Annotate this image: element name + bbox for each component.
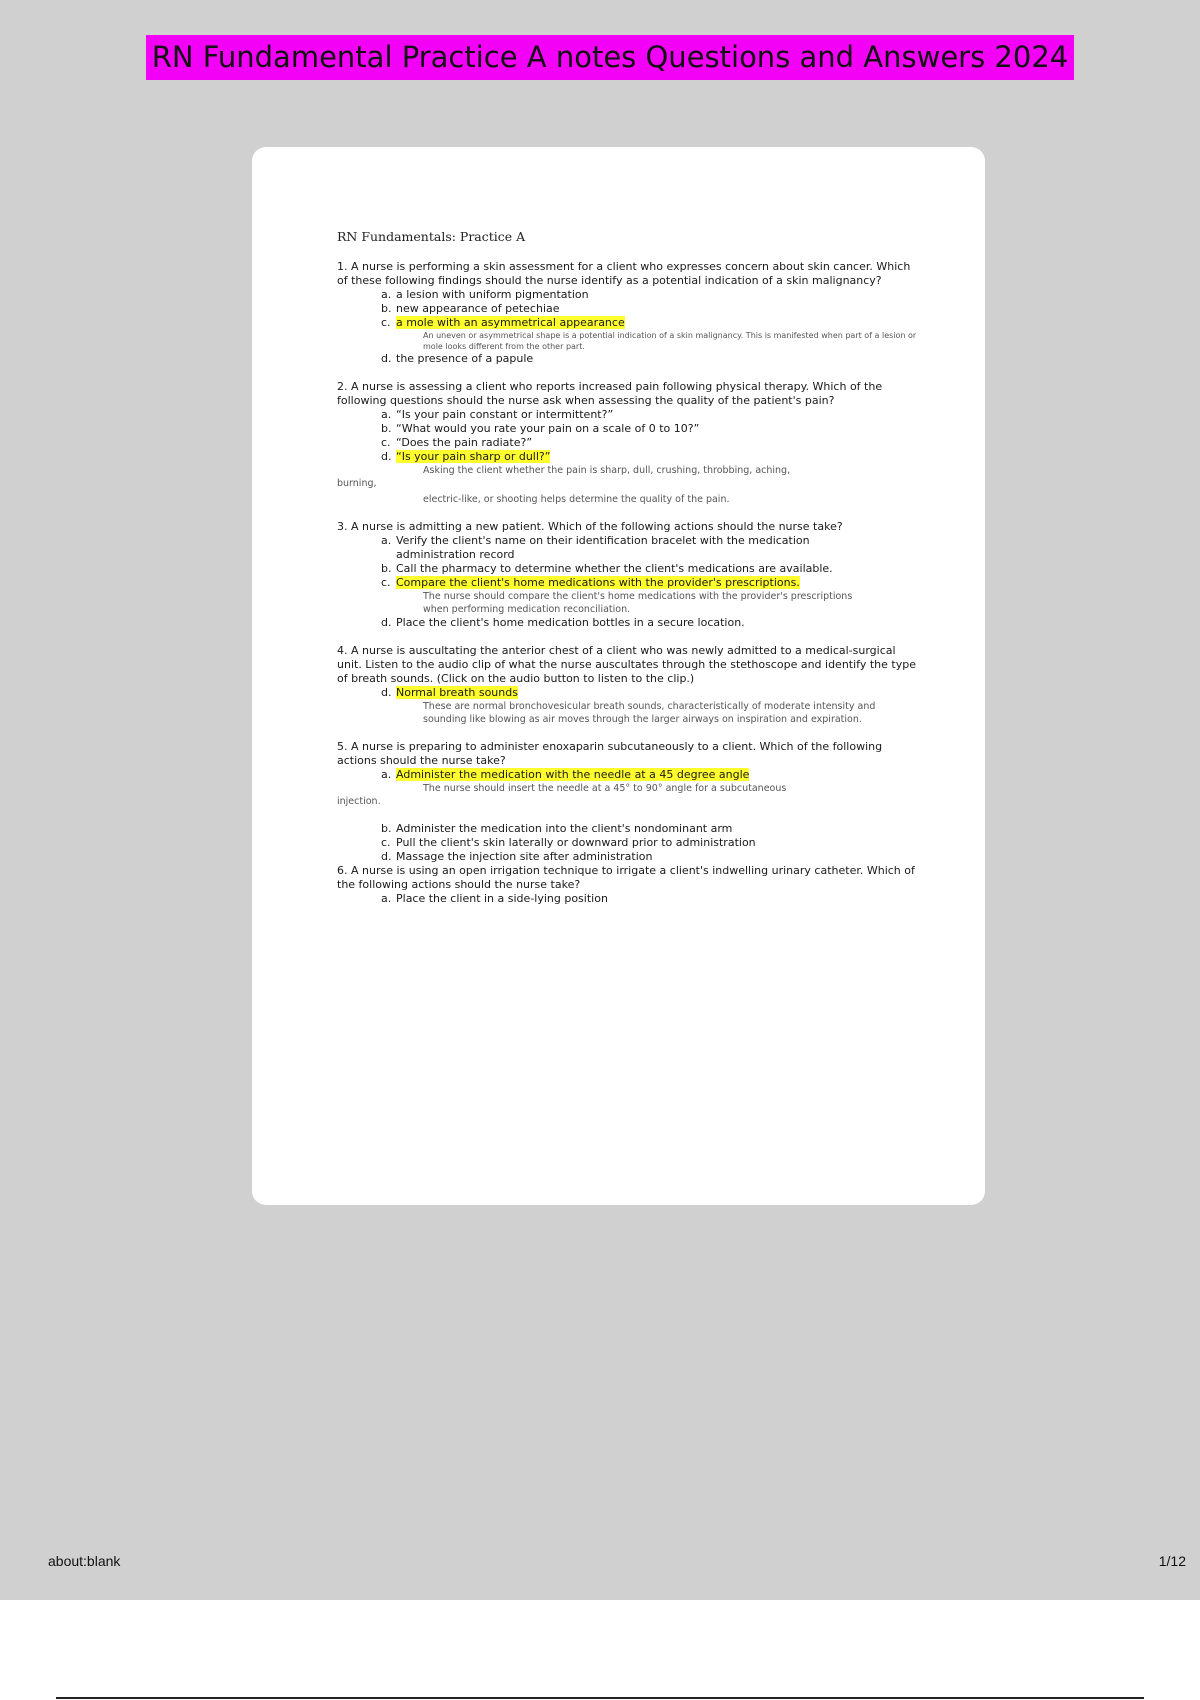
option-letter: d. bbox=[381, 686, 392, 699]
option-text: a lesion with uniform pigmentation bbox=[396, 288, 589, 301]
option-letter: c. bbox=[381, 316, 391, 329]
answer-rationale: These are normal bronchovesicular breath sounds, characteristically of moderate intensity and sounding like blowing as air moves through the larger airways on inspiration and expiration. bbox=[423, 701, 876, 725]
option-b bbox=[381, 562, 917, 576]
option-c bbox=[381, 836, 917, 850]
answer-rationale-wrap: injection. bbox=[337, 796, 381, 807]
question-5 bbox=[337, 740, 917, 864]
option-letter: b. bbox=[381, 822, 392, 835]
option-a bbox=[381, 892, 917, 906]
option-letter: b. bbox=[381, 422, 392, 435]
question-stem: 4. A nurse is auscultating the anterior chest of a client who was newly admitted to a medical-surgical unit. Listen to the audio clip of what the nurse auscultates through the stethoscope and identify the type of breath sounds. (Click on the audio button to listen to the clip.) bbox=[337, 644, 916, 685]
question-stem: 5. A nurse is preparing to administer enoxaparin subcutaneously to a client. Which of the following actions should the nurse take? bbox=[337, 740, 883, 767]
option-letter: d. bbox=[381, 616, 392, 629]
option-letter: d. bbox=[381, 850, 392, 863]
highlighted-answer: a mole with an asymmetrical appearance bbox=[396, 316, 625, 329]
question-4 bbox=[337, 644, 917, 726]
option-letter: b. bbox=[381, 302, 392, 315]
question-1 bbox=[337, 260, 917, 366]
option-c-correct bbox=[381, 576, 917, 590]
option-text: Administer the medication into the client's nondominant arm bbox=[396, 822, 733, 835]
option-a bbox=[381, 288, 917, 302]
option-text: Place the client in a side-lying position bbox=[396, 892, 608, 905]
answer-rationale: Asking the client whether the pain is sharp, dull, crushing, throbbing, aching, bbox=[423, 465, 791, 476]
option-text: Massage the injection site after administration bbox=[396, 850, 653, 863]
question-6 bbox=[337, 864, 917, 906]
question-3 bbox=[337, 520, 917, 630]
option-c bbox=[381, 436, 917, 450]
question-stem: 1. A nurse is performing a skin assessment for a client who expresses concern about skin cancer. Which of these following findings should the nurse identify as a potential indication of a skin malignancy? bbox=[337, 260, 911, 287]
option-d-correct bbox=[381, 450, 917, 464]
question-stem: 2. A nurse is assessing a client who reports increased pain following physical therapy. Which of the following questions should the nurse ask when assessing the quality of the patient's pain? bbox=[337, 380, 883, 407]
option-b bbox=[381, 422, 917, 436]
option-d bbox=[381, 616, 917, 630]
page-banner-title: RN Fundamental Practice A notes Questions and Answers 2024 bbox=[146, 35, 1074, 80]
highlighted-answer: Normal breath sounds bbox=[396, 686, 518, 699]
highlighted-answer: Compare the client's home medications with the provider's prescriptions. bbox=[396, 576, 800, 589]
answer-rationale-continued: electric-like, or shooting helps determine the quality of the pain. bbox=[423, 494, 730, 505]
footer-page-number: 1/12 bbox=[1158, 1553, 1186, 1569]
option-letter: a. bbox=[381, 768, 392, 781]
option-d bbox=[381, 352, 917, 366]
option-a bbox=[381, 534, 876, 562]
document-title: RN Fundamentals: Practice A bbox=[337, 229, 526, 244]
answer-rationale: An uneven or asymmetrical shape is a potential indication of a skin malignancy. This is manifested when part of a lesion or mole looks different from the other part. bbox=[423, 331, 917, 351]
option-letter: a. bbox=[381, 288, 392, 301]
option-text: “What would you rate your pain on a scale of 0 to 10?” bbox=[396, 422, 700, 435]
option-text: new appearance of petechiae bbox=[396, 302, 560, 315]
answer-rationale: The nurse should insert the needle at a 45° to 90° angle for a subcutaneous bbox=[423, 783, 787, 794]
option-letter: c. bbox=[381, 436, 391, 449]
option-d-correct bbox=[381, 686, 917, 700]
answer-rationale-wrap: burning, bbox=[337, 478, 377, 489]
option-letter: c. bbox=[381, 576, 391, 589]
option-text: “Is your pain constant or intermittent?” bbox=[396, 408, 614, 421]
option-b bbox=[381, 302, 917, 316]
option-text: Place the client's home medication bottles in a secure location. bbox=[396, 616, 745, 629]
option-letter: c. bbox=[381, 836, 391, 849]
question-stem: 6. A nurse is using an open irrigation technique to irrigate a client's indwelling urinary catheter. Which of the following actions should the nurse take? bbox=[337, 864, 915, 891]
footer-url: about:blank bbox=[48, 1553, 121, 1569]
option-letter: d. bbox=[381, 352, 392, 365]
option-text: the presence of a papule bbox=[396, 352, 534, 365]
option-letter: b. bbox=[381, 562, 392, 575]
document-page bbox=[337, 230, 917, 920]
option-letter: a. bbox=[381, 534, 392, 547]
option-d bbox=[381, 850, 917, 864]
option-b bbox=[381, 822, 917, 836]
option-text: Call the pharmacy to determine whether the client's medications are available. bbox=[396, 562, 833, 575]
answer-rationale: The nurse should compare the client's home medications with the provider's prescriptions when performing medication reconciliation. bbox=[423, 591, 853, 615]
option-text: “Does the pain radiate?” bbox=[396, 436, 533, 449]
bottom-divider bbox=[56, 1697, 1144, 1699]
option-letter: a. bbox=[381, 892, 392, 905]
option-letter: a. bbox=[381, 408, 392, 421]
highlighted-answer: Administer the medication with the needle at a 45 degree angle bbox=[396, 768, 750, 781]
option-letter: d. bbox=[381, 450, 392, 463]
option-text: Pull the client's skin laterally or downward prior to administration bbox=[396, 836, 756, 849]
option-a bbox=[381, 408, 917, 422]
option-a-correct bbox=[381, 768, 917, 782]
question-2 bbox=[337, 380, 917, 506]
question-stem: 3. A nurse is admitting a new patient. Which of the following actions should the nurse take? bbox=[337, 520, 843, 533]
option-text: Verify the client's name on their identification bracelet with the medication administration record bbox=[396, 534, 810, 561]
option-c-correct bbox=[381, 316, 917, 330]
highlighted-answer: “Is your pain sharp or dull?” bbox=[396, 450, 551, 463]
